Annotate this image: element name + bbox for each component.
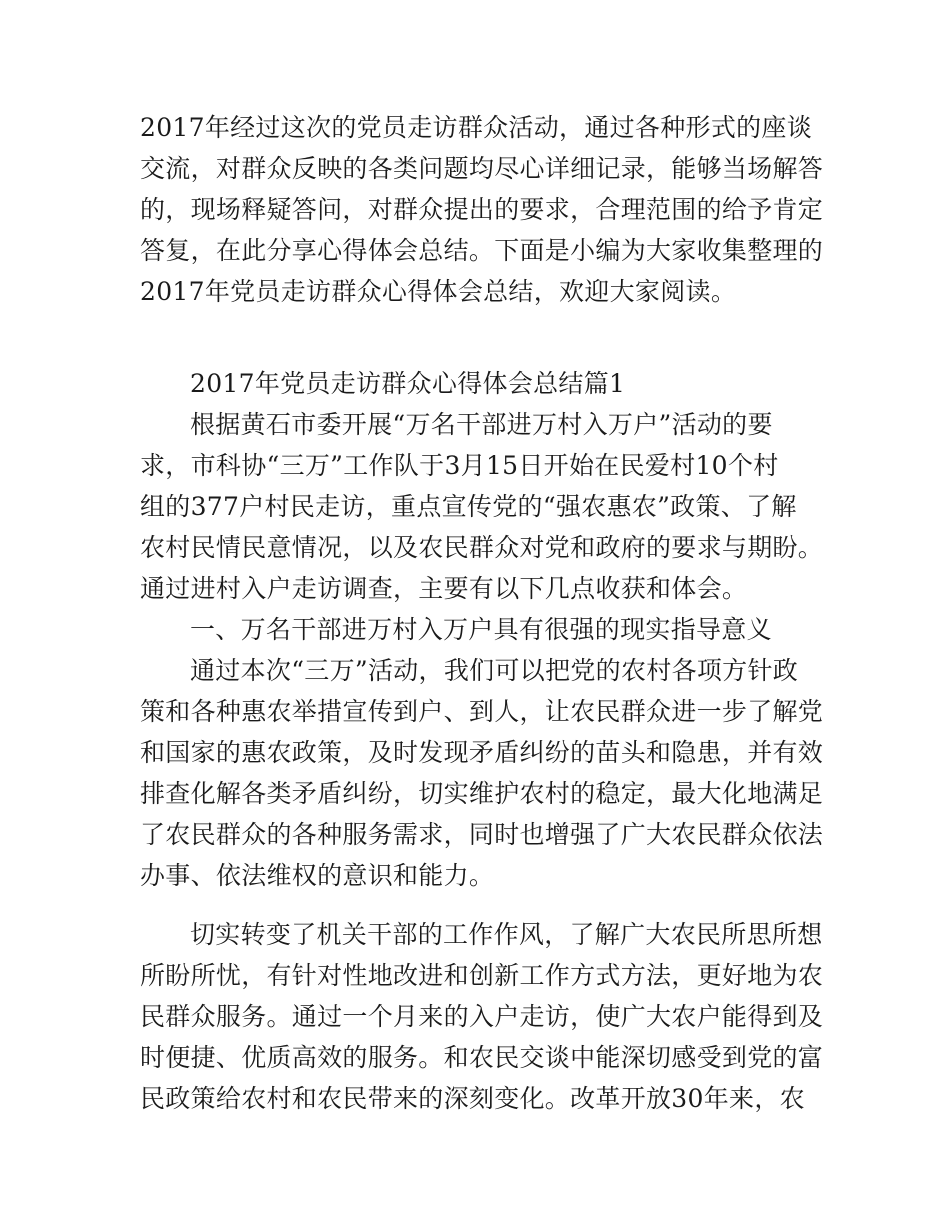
article-title: 2017年党员走访群众心得体会总结篇1 (190, 369, 626, 398)
intro-line-4: 答复，在此分享心得体会总结。下面是小编为大家收集整理的 (140, 236, 824, 265)
para2-line-2: 策和各种惠农举措宣传到户、到人，让农民群众进一步了解党 (140, 697, 824, 726)
section-heading-1: 一、万名干部进万村入万户具有很强的现实指导意义 (190, 615, 772, 644)
para3-line-4: 时便捷、优质高效的服务。和农民交谈中能深切感受到党的富 (140, 1043, 824, 1072)
para3-line-1: 切实转变了机关干部的工作作风，了解广大农民所思所想 (190, 920, 823, 949)
para3-line-3: 民群众服务。通过一个月来的入户走访，使广大农户能得到及 (140, 1002, 824, 1031)
para1-line-3: 组的377户村民走访，重点宣传党的“强农惠农”政策、了解 (140, 492, 797, 521)
para2-line-5: 了农民群众的各种服务需求，同时也增强了广大农民群众依法 (140, 820, 824, 849)
para1-line-2: 求，市科协“三万”工作队于3月15日开始在民爱村10个村 (140, 451, 779, 480)
intro-line-1: 2017年经过这次的党员走访群众活动，通过各种形式的座谈 (140, 113, 813, 142)
para3-line-5: 民政策给农村和农民带来的深刻变化。改革开放30年来，农 (140, 1084, 805, 1113)
para3-line-2: 所盼所忧，有针对性地改进和创新工作方式方法，更好地为农 (140, 961, 824, 990)
para2-line-1: 通过本次“三万”活动，我们可以把党的农村各项方针政 (190, 656, 799, 685)
para1-line-5: 通过进村入户走访调查，主要有以下几点收获和体会。 (140, 574, 748, 603)
para1-line-1: 根据黄石市委开展“万名干部进万村入万户”活动的要 (190, 410, 773, 439)
intro-line-3: 的，现场释疑答问，对群众提出的要求，合理范围的给予肯定 (140, 195, 824, 224)
intro-line-5: 2017年党员走访群众心得体会总结，欢迎大家阅读。 (140, 277, 737, 306)
para2-line-6: 办事、依法维权的意识和能力。 (140, 861, 495, 890)
para2-line-3: 和国家的惠农政策，及时发现矛盾纠纷的苗头和隐患，并有效 (140, 738, 824, 767)
para1-line-4: 农村民情民意情况，以及农民群众对党和政府的要求与期盼。 (140, 533, 824, 562)
intro-line-2: 交流，对群众反映的各类问题均尽心详细记录，能够当场解答 (140, 154, 824, 183)
para2-line-4: 排查化解各类矛盾纠纷，切实维护农村的稳定，最大化地满足 (140, 779, 824, 808)
